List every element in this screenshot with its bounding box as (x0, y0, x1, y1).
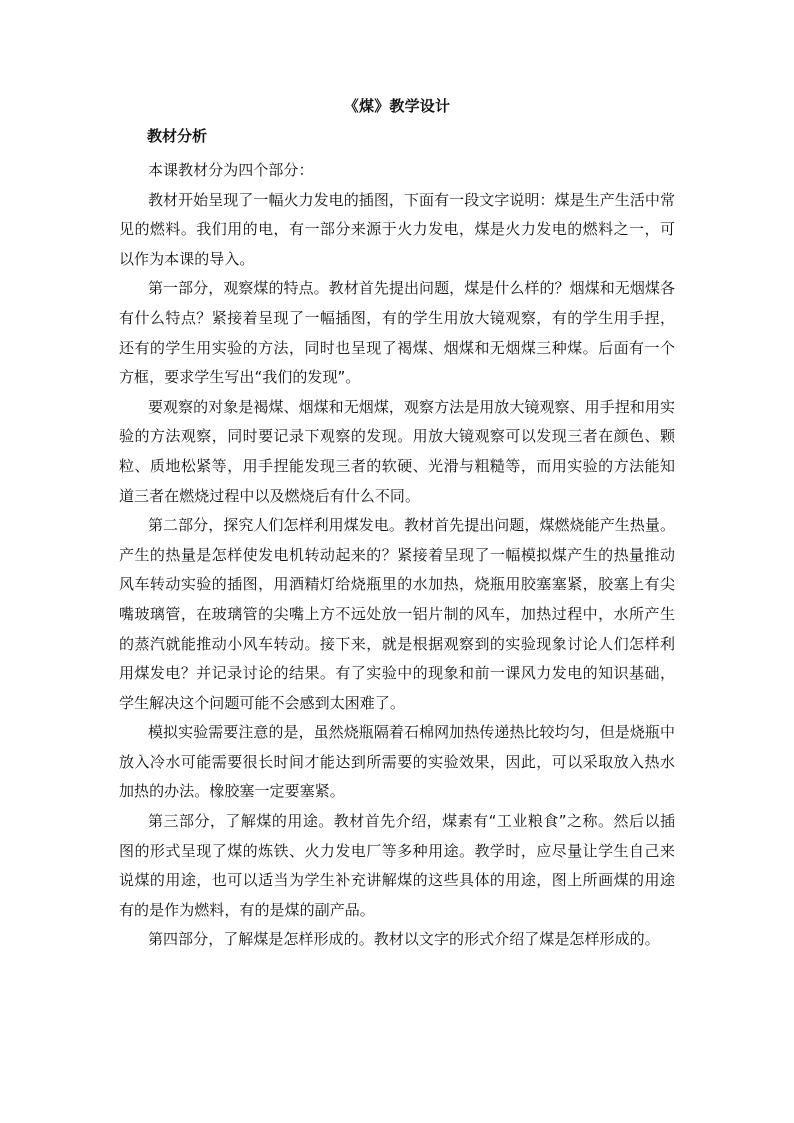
document-page (119, 96, 675, 955)
paragraph-experiment-note: 模拟实验需要注意的是，虽然烧瓶隔着石棉网加热传递热比较均匀，但是烧瓶中放入冷水可能需要很长时间才能达到所需要的实验效果，因此，可以采取放入热水加热的办法。橡胶塞一定要塞紧。 (119, 723, 675, 801)
paragraph-intro: 本课教材分为四个部分： (148, 161, 314, 179)
paragraph-observation: 要观察的对象是褐煤、烟煤和无烟煤，观察方法是用放大镜观察、用手捏和用实验的方法观察，同时要记录下观察的发现。用放大镜观察可以发现三者在颜色、颗粒、质地松紧等，用手捏能发现三者的软硬、光滑与粗糙等，而用实验的方法能知道三者在燃烧过程中以及燃烧后有什么不同。 (119, 397, 675, 505)
document-title: 《煤》教学设计 (343, 97, 451, 115)
paragraph-part-one: 第一部分，观察煤的特点。教材首先提出问题，煤是什么样的？烟煤和无烟煤各有什么特点？紧接着呈现了一幅插图，有的学生用放大镜观察，有的学生用手捏，还有的学生用实验的方法，同时也呈现了褐煤、烟煤和无烟煤三种煤。后面有一个方框，要求学生写出“我们的发现”。 (119, 279, 675, 387)
paragraph-part-four: 第四部分，了解煤是怎样形成的。教材以文字的形式介绍了煤是怎样形成的。 (148, 930, 660, 949)
paragraph-part-three: 第三部分，了解煤的用途。教材首先介绍，煤素有“工业粮食”之称。然后以插图的形式呈现了煤的炼铁、火力发电厂等多种用途。教学时，应尽量让学生自己来说煤的用途，也可以适当为学生补充讲解煤的这些具体的用途，图上所画煤的用途有的是作为燃料，有的是煤的副产品。 (119, 812, 675, 919)
section-heading: 教材分析 (147, 127, 208, 145)
paragraph-part-two: 第二部分，探究人们怎样利用煤发电。教材首先提出问题，煤燃烧能产生热量。产生的热量是怎样使发电机转动起来的？紧接着呈现了一幅模拟煤产生的热量推动风车转动实验的插图，用酒精灯给烧瓶里的水加热，烧瓶用胶塞塞紧，胶塞上有尖嘴玻璃管，在玻璃管的尖嘴上方不远处放一铝片制的风车，加热过程中，水所产生的蒸汽就能推动小风车转动。接下来，就是根据观察到的实验现象讨论人们怎样利用煤发电？并记录讨论的结果。有了实验中的现象和前一课风力发电的知识基础，学生解决这个问题可能不会感到太困难了。 (119, 516, 675, 712)
paragraph-opening: 教材开始呈现了一幅火力发电的插图，下面有一段文字说明：煤是生产生活中常见的燃料。我们用的电，有一部分来源于火力发电，煤是火力发电的燃料之一，可以作为本课的导入。 (119, 190, 675, 268)
